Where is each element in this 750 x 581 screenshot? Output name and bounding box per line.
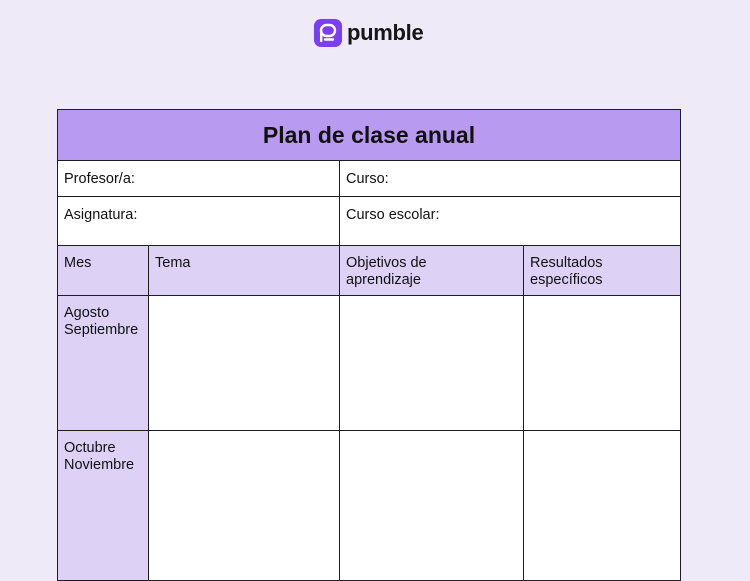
results-cell[interactable] bbox=[524, 296, 681, 431]
objectives-header-line-2: aprendizaje bbox=[346, 272, 421, 288]
month-label: Octubre bbox=[64, 440, 116, 456]
column-header-month: Mes bbox=[58, 246, 149, 296]
course-field[interactable]: Curso: bbox=[340, 161, 681, 197]
column-header-objectives bbox=[340, 246, 524, 296]
results-cell[interactable] bbox=[524, 431, 681, 581]
month-label: Noviembre bbox=[64, 457, 135, 473]
table-row bbox=[58, 296, 681, 431]
info-row-1 bbox=[58, 161, 681, 197]
results-header-line-1: Resultados bbox=[530, 255, 603, 271]
title-row bbox=[58, 110, 681, 161]
logo-wordmark: pumble bbox=[347, 19, 424, 45]
results-header-line-2: específicos bbox=[530, 272, 603, 288]
objectives-cell[interactable] bbox=[340, 431, 524, 581]
document-title: Plan de clase anual bbox=[58, 110, 681, 161]
month-cell bbox=[58, 431, 149, 581]
pumble-logo-icon bbox=[314, 19, 342, 47]
column-header-row bbox=[58, 246, 681, 296]
pumble-logo bbox=[314, 18, 423, 47]
school-year-field[interactable]: Curso escolar: bbox=[340, 197, 681, 246]
topic-cell[interactable] bbox=[149, 431, 340, 581]
column-header-topic: Tema bbox=[149, 246, 340, 296]
info-row-2 bbox=[58, 197, 681, 246]
class-plan-table bbox=[57, 109, 681, 581]
objectives-header-line-1: Objetivos de bbox=[346, 255, 427, 271]
topic-cell[interactable] bbox=[149, 296, 340, 431]
month-label: Septiembre bbox=[64, 322, 139, 338]
column-header-results bbox=[524, 246, 681, 296]
month-label: Agosto bbox=[64, 305, 110, 321]
table-row bbox=[58, 431, 681, 581]
subject-field[interactable]: Asignatura: bbox=[58, 197, 340, 246]
month-cell bbox=[58, 296, 149, 431]
teacher-field[interactable]: Profesor/a: bbox=[58, 161, 340, 197]
objectives-cell[interactable] bbox=[340, 296, 524, 431]
